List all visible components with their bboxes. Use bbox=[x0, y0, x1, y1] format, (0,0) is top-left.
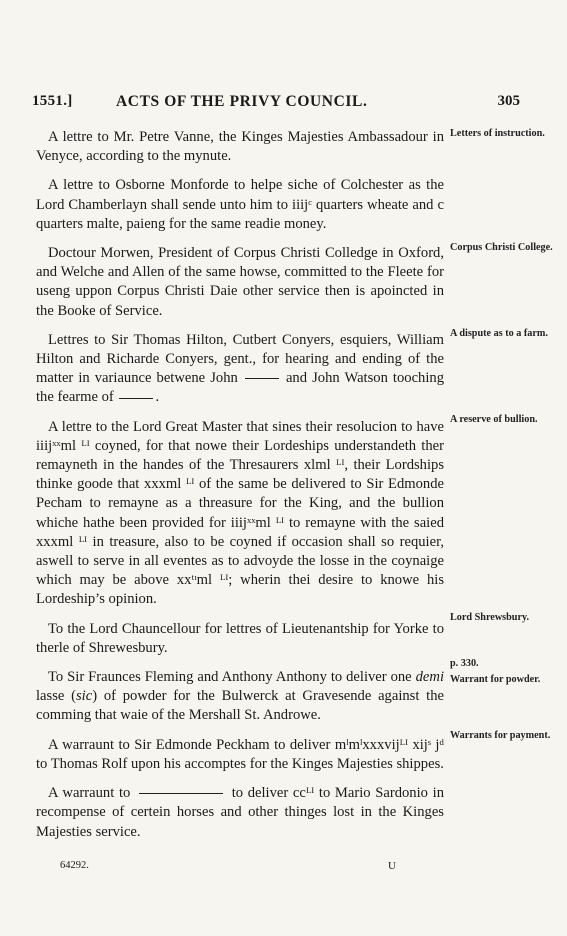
paragraph-fleming-part-c: ) of powder for the Bulwerck at Gravesende against the comming that waie of the Mershall St. Androwe. bbox=[36, 688, 444, 724]
paragraph-hilton bbox=[36, 331, 444, 408]
header-title: ACTS OF THE PRIVY COUNCIL. bbox=[116, 93, 368, 110]
main-text bbox=[36, 128, 444, 842]
footer-letter: U bbox=[388, 860, 396, 872]
side-note-instruction: Letters of instruction. bbox=[450, 128, 545, 139]
paragraph-fleming-sic: sic bbox=[76, 688, 93, 705]
footer-signature: 64292. bbox=[60, 860, 89, 871]
paragraph-fleming bbox=[36, 668, 444, 726]
side-note-payment: Warrants for payment. bbox=[450, 730, 551, 741]
paragraph-hilton-part-b: and John Watson tooching the fearme of bbox=[36, 370, 445, 406]
paragraph-chauncellour: To the Lord Chauncellour for lettres of Lieutenantship for Yorke to therle of Shrewesbury. bbox=[36, 620, 444, 656]
page-number: 305 bbox=[497, 93, 520, 109]
blank-line bbox=[119, 398, 153, 399]
side-note-corpus: Corpus Christi College. bbox=[450, 242, 553, 253]
paragraph-sardonio-part-a: A warraunt to bbox=[48, 785, 131, 802]
paragraph-hilton-part-c: . bbox=[155, 389, 160, 406]
paragraph-fleming-demi: demi bbox=[415, 669, 444, 686]
running-header bbox=[32, 93, 520, 117]
side-note-farm: A dispute as to a farm. bbox=[450, 328, 548, 339]
side-note-page-ref: p. 330. bbox=[450, 658, 479, 669]
blank-line bbox=[245, 378, 279, 379]
paragraph-vanne: A lettre to Mr. Petre Vanne, the Kinges Majesties Ambassadour in Venyce, according to the mynute. bbox=[36, 129, 444, 165]
side-note-shrewsbury: Lord Shrewsbury. bbox=[450, 612, 530, 623]
paragraph-bullion: A lettre to the Lord Great Master that sines their resolucion to have iiijˣˣml ᴸᴵ coyned, for that nowe their Lordeships understandeth ther remayneth in the handes of the Thresaurers xlml ᴸᴵ, their Lordships thinke goode that xxxml ᴸᴵ of the same be delivered to Sir Edmonde Pecham to remayne as a threasure for the King, and the bullion whiche hathe been provided for iiijˣˣml ᴸᴵ to remayne with the saied xxxml ᴸᴵ in treasure, also to be coyned if occasion shall so requier, aswell to serve in all eventes as to advoyde the losse in the coynaige which may be above xxᵗᶦml ᴸᴵ; wherin thei desire to knowe his Lordeship’s opinion. bbox=[36, 418, 444, 608]
paragraph-monforde: A lettre to Osborne Monforde to helpe siche of Colchester as the Lord Chamberlayn shall sende unto him to iiijᶜ quarters wheate and c quarters malte, paieng for the same readie money. bbox=[36, 177, 444, 232]
side-note-bullion: A reserve of bullion. bbox=[450, 414, 538, 425]
paragraph-sardonio bbox=[36, 784, 444, 842]
paragraph-morwen: Doctour Morwen, President of Corpus Christi Colledge in Oxford, and Welche and Allen of the same howse, committed to the Fleete for useng uppon Corpus Christi Daie other service then is apoincted in the Booke of Service. bbox=[36, 245, 444, 319]
side-note-powder: Warrant for powder. bbox=[450, 674, 541, 685]
header-year: 1551.] bbox=[32, 93, 73, 109]
paragraph-sardonio-part-b: to deliver ccᴸᴵ to Mario Sardonio in recompense of certein horses and other thinges lost in the Kinges Majesties service. bbox=[36, 785, 444, 840]
paragraph-hilton-part-a: Lettres to Sir Thomas Hilton, Cutbert Conyers, esquiers, William Hilton and Richarde Conyers, gent., for hearing and ending of the matter in variaunce betwene John bbox=[36, 331, 444, 387]
blank-line bbox=[139, 793, 223, 794]
paragraph-fleming-part-a: To Sir Fraunces Fleming and Anthony Anthony to deliver one bbox=[48, 669, 412, 686]
paragraph-peckham: A warraunt to Sir Edmonde Peckham to deliver mˡmˡxxxvijᴸᴵ xijˢ jᵈ to Thomas Rolf upon his accomptes for the Kinges Majesties shippes. bbox=[36, 736, 444, 772]
paragraph-fleming-part-b: lasse ( bbox=[36, 688, 76, 705]
